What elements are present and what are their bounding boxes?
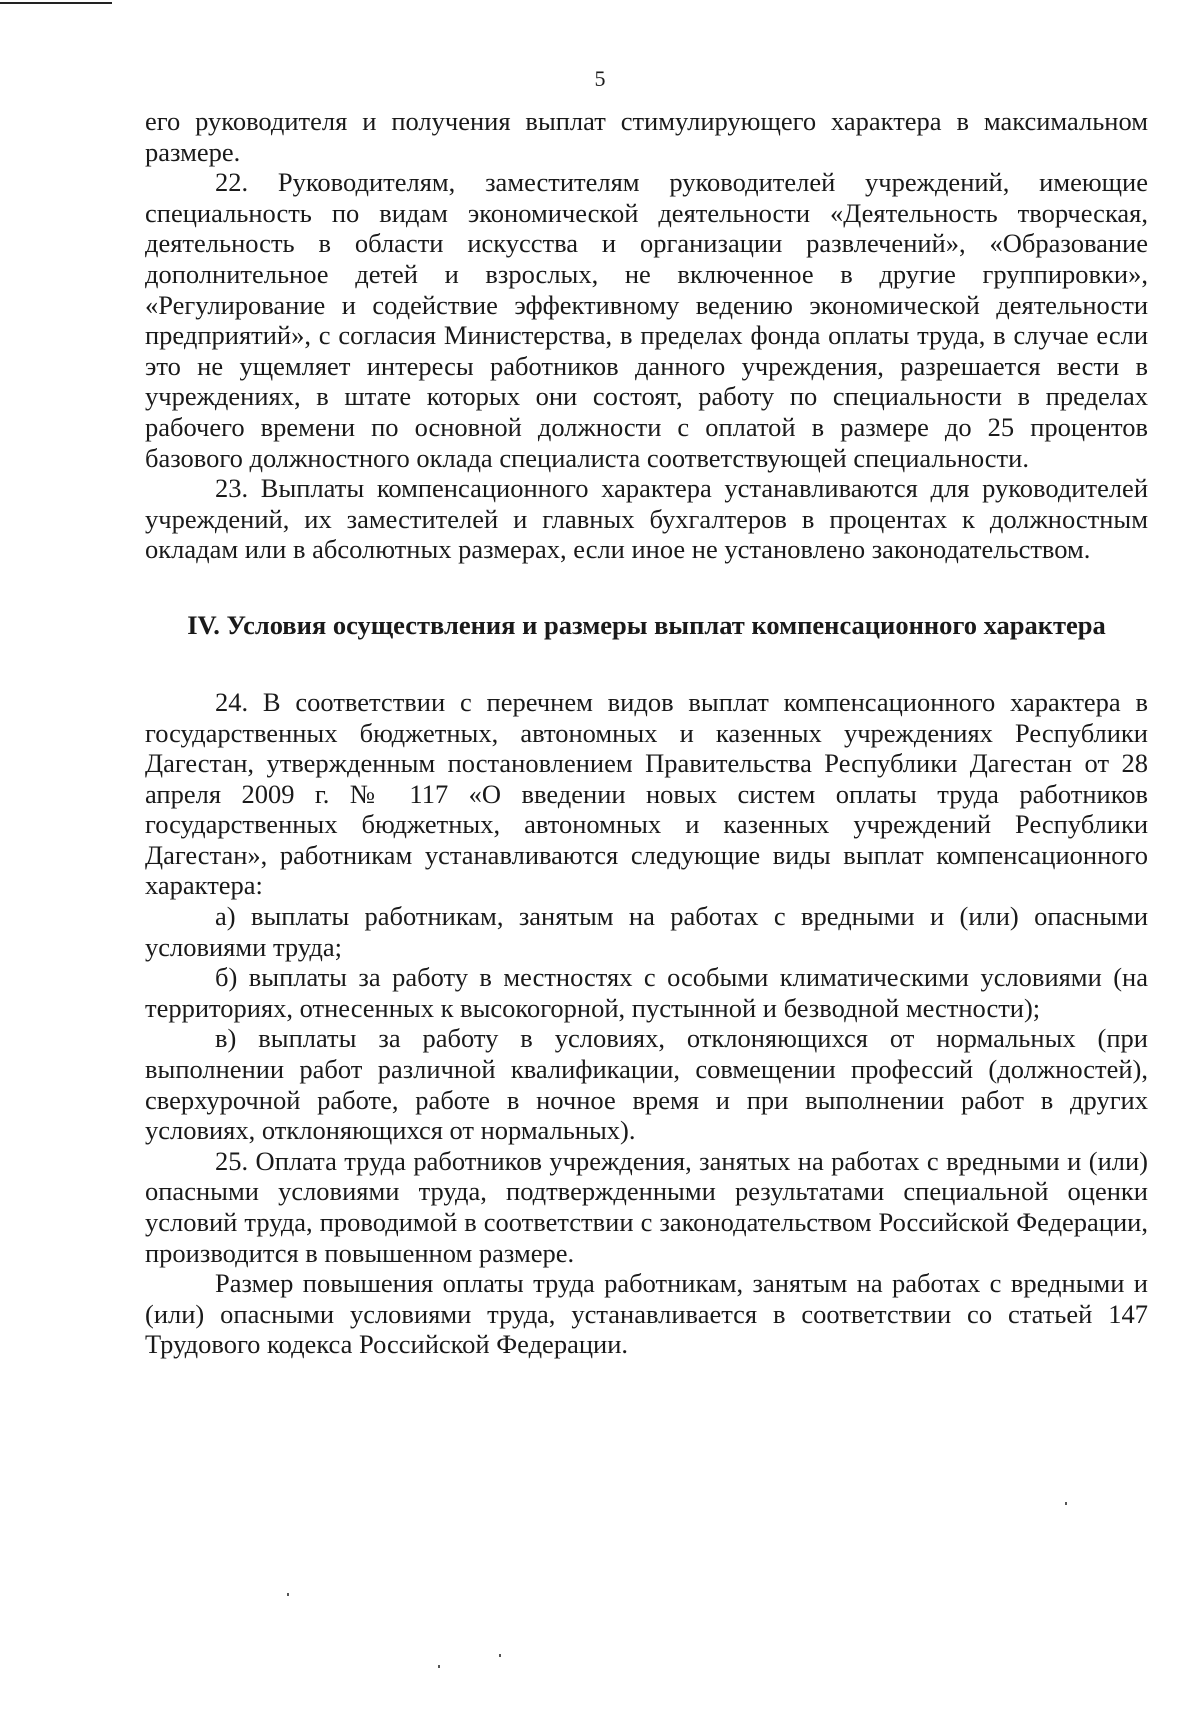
scan-speck xyxy=(287,1593,289,1596)
paragraph-25-continuation: Размер повышения оплаты труда работникам, занятым на работах с вредными и (или) опасными условиями труда, устанавливается в соответствии со статьей 147 Трудового кодекса Российской Федерации. xyxy=(145,1268,1148,1360)
paragraph-25: 25. Оплата труда работников учреждения, занятых на работах с вредными и (или) опасными условиями труда, подтвержденными результатами специальной оценки условий труда, проводимой в соответствии с законодательством Российской Федерации, производится в повышенном размере. xyxy=(145,1145,1148,1268)
paragraph-continuation: его руководителя и получения выплат стимулирующего характера в максимальном размере. xyxy=(145,106,1148,167)
paragraph-22: 22. Руководителям, заместителям руководителей учреждений, имеющие специальность по видам экономической деятельности «Деятельность творческая, деятельность в области искусства и организации развлечений», «Образование дополнительное детей и взрослых, не включенное в другие группировки», «Регулирование и содействие эффективному ведению экономической деятельности предприятий», с согласия Министерства, в пределах фонда оплаты труда, в случае если это не ущемляет интересы работников данного учреждения, разрешается вести в учреждениях, в штате которых они состоят, работу по специальности в пределах рабочего времени по основной должности с оплатой в размере до 25 процентов базового должностного оклада специалиста соответствующей специальности. xyxy=(145,167,1148,473)
scan-speck xyxy=(499,1654,501,1657)
list-item-a: а) выплаты работникам, занятым на работах с вредными и (или) опасными условиями труда; xyxy=(145,901,1148,962)
scan-speck xyxy=(1065,1502,1067,1505)
paragraph-23: 23. Выплаты компенсационного характера устанавливаются для руководителей учреждений, их заместителей и главных бухгалтеров в процентах к должностным окладам или в абсолютных размерах, если иное не установлено законодательством. xyxy=(145,473,1148,565)
list-item-c: в) выплаты за работу в условиях, отклоняющихся от нормальных (при выполнении работ различной квалификации, совмещении профессий (должностей), сверхурочной работе, работе в ночное время и при выполнении работ в других условиях, отклоняющихся от нормальных). xyxy=(145,1023,1148,1146)
document-body xyxy=(145,106,1148,1360)
paragraph-24: 24. В соответствии с перечнем видов выплат компенсационного характера в государственных бюджетных, автономных и казенных учреждениях Республики Дагестан, утвержденным постановлением Правительства Республики Дагестан от 28 апреля 2009 г. № 117 «О введении новых систем оплаты труда работников государственных бюджетных, автономных и казенных учреждений Республики Дагестан», работникам устанавливаются следующие виды выплат компенсационного характера: xyxy=(145,686,1148,901)
list-item-b: б) выплаты за работу в местностях с особыми климатическими условиями (на территориях, отнесенных к высокогорной, пустынной и безводной местности); xyxy=(145,962,1148,1023)
section-heading: IV. Условия осуществления и размеры выплат компенсационного характера xyxy=(187,609,1106,640)
page-number: 5 xyxy=(594,66,606,91)
scan-speck xyxy=(438,1665,440,1668)
scan-edge-line xyxy=(0,2,112,4)
